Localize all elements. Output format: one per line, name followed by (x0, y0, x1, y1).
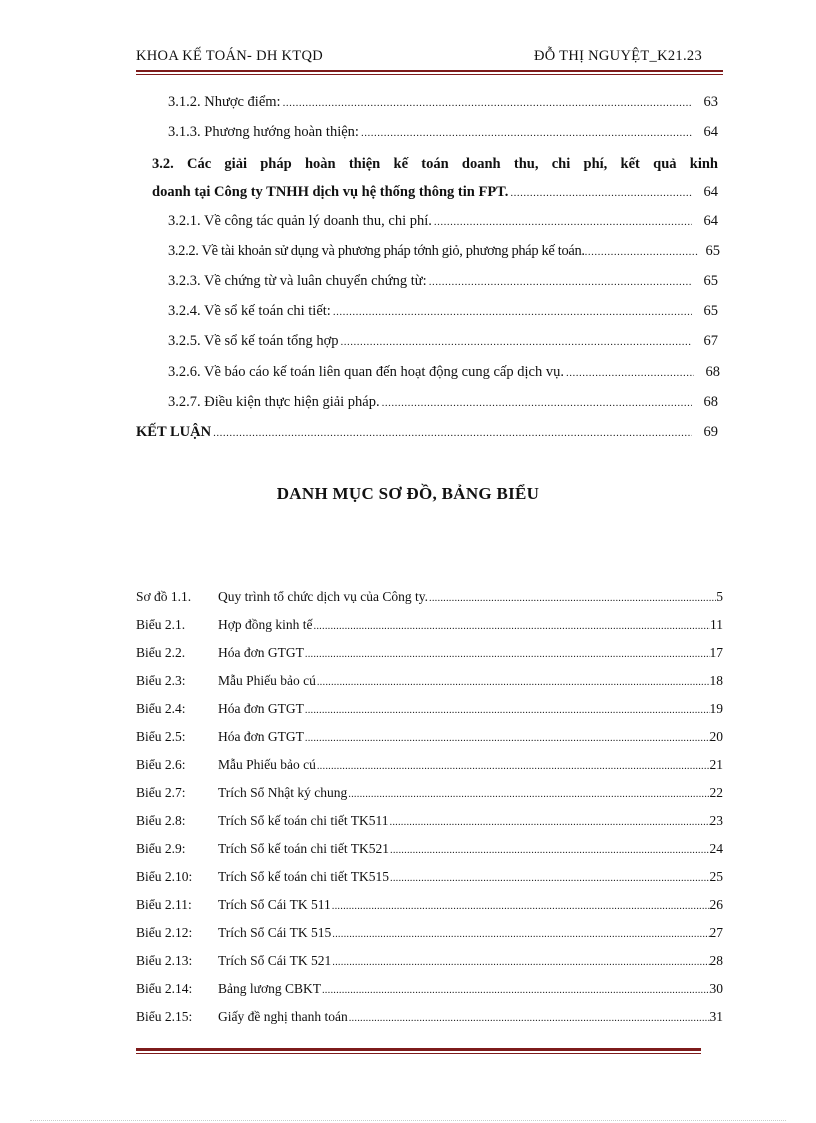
leader-dots (333, 306, 692, 318)
list-item-page: 27 (709, 925, 723, 940)
toc-entry-page: 68 (703, 394, 718, 410)
list-item-page: 24 (709, 841, 723, 856)
toc-entry (168, 243, 720, 265)
list-item-text: Quy trình tổ chức dịch vụ của Công ty. (218, 589, 429, 604)
header-right: ĐỖ THỊ NGUYỆT_K21.23 (533, 48, 702, 64)
list-item (136, 841, 723, 861)
list-item-text: Mẫu Phiếu bảo cú (218, 673, 316, 688)
list-item (136, 757, 723, 777)
list-item-text: Trích Sổ kế toán chi tiết TK521 (218, 841, 389, 856)
list-item (136, 673, 723, 693)
leader-dots (317, 761, 710, 772)
list-item-text: Hóa đơn GTGT (218, 701, 304, 716)
list-item (136, 785, 723, 805)
leader-dots (332, 901, 710, 912)
leader-dots (305, 705, 710, 716)
toc-section-heading-line2: doanh tại Công ty TNHH dịch vụ hệ thống thông tin FPT. (152, 184, 509, 200)
toc-entry-page: 65 (703, 273, 718, 289)
leader-dots (382, 397, 692, 409)
toc-entry-page: 64 (703, 184, 718, 200)
toc-entry-text: 3.2.2. Về tài khoản sử dụng và phương pháp tớnh giỏ, phương pháp kế toán. (168, 243, 585, 259)
toc-entry-page: 65 (705, 243, 720, 259)
list-item-code: Biểu 2.5: (136, 729, 186, 744)
list-item-code: Biểu 2.2. (136, 645, 186, 660)
toc-entry-text: 3.1.3. Phương hướng hoàn thiện: (168, 124, 359, 140)
list-item-code: Biểu 2.3: (136, 673, 186, 688)
list-item-text: Trích Sổ kế toán chi tiết TK511 (218, 813, 389, 828)
list-item (136, 813, 723, 833)
toc-entry-page: 68 (705, 364, 720, 380)
list-item-code: Biểu 2.1. (136, 617, 186, 632)
toc-entry (168, 364, 720, 386)
list-item-code: Biểu 2.7: (136, 785, 186, 800)
leader-dots (434, 216, 692, 228)
list-item-code: Biểu 2.12: (136, 925, 193, 940)
list-item (136, 645, 723, 665)
list-item-page: 25 (709, 869, 723, 884)
list-item-page: 5 (716, 589, 723, 604)
leader-dots (510, 187, 692, 199)
leader-dots (566, 367, 694, 379)
footer-rule (136, 1048, 701, 1054)
toc-entry-page: 63 (703, 94, 718, 110)
list-item-page: 31 (709, 1009, 723, 1024)
toc-entry-text: 3.2.1. Về công tác quản lý doanh thu, chi phí. (168, 213, 432, 229)
toc-entry-text: 3.2.7. Điều kiện thực hiện giải pháp. (168, 394, 380, 410)
list-item-page: 22 (709, 785, 723, 800)
leader-dots (390, 873, 710, 884)
list-item (136, 925, 723, 945)
list-item-text: Trích Sổ kế toán chi tiết TK515 (218, 869, 389, 884)
toc-entry-text: 3.2.3. Về chứng từ và luân chuyển chứng từ: (168, 273, 427, 289)
list-item-text: Bảng lương CBKT (218, 981, 321, 996)
leader-dots (213, 427, 692, 439)
toc-section-heading-line1: 3.2. Các giải pháp hoàn thiện kế toán doanh thu, chi phí, kết quả kinh (152, 156, 718, 172)
list-item-page: 26 (709, 897, 723, 912)
toc-entry-page: 67 (703, 333, 718, 349)
toc-entry (168, 94, 718, 116)
leader-dots (317, 677, 710, 688)
leader-dots (429, 593, 716, 604)
leader-dots (332, 929, 709, 940)
list-item-page: 21 (709, 757, 723, 772)
list-item-text: Trích Sổ Cái TK 521 (218, 953, 332, 968)
list-item-code: Biểu 2.14: (136, 981, 193, 996)
list-item (136, 617, 723, 637)
toc-entry-page: 65 (703, 303, 718, 319)
leader-dots (349, 1013, 710, 1024)
toc-entry (168, 333, 718, 355)
toc-entry (168, 394, 718, 416)
list-item-text: Hóa đơn GTGT (218, 645, 304, 660)
leader-dots (390, 817, 710, 828)
list-item-page: 11 (710, 617, 723, 632)
list-item-page: 30 (709, 981, 723, 996)
leader-dots (332, 957, 709, 968)
list-item (136, 589, 723, 609)
list-item (136, 981, 723, 1001)
toc-entry-text: 3.2.6. Về báo cáo kế toán liên quan đến hoạt động cung cấp dịch vụ. (168, 364, 564, 380)
list-item (136, 701, 723, 721)
toc-entry (168, 303, 718, 325)
list-item-page: 19 (709, 701, 723, 716)
list-item-text: Giấy đề nghị thanh toán (218, 1009, 348, 1024)
page-header (136, 48, 702, 70)
list-item-text: Trích Sổ Cái TK 511 (218, 897, 331, 912)
list-item (136, 897, 723, 917)
toc-entry-text: 3.2.5. Về sổ kế toán tổng hợp (168, 333, 339, 349)
list-item (136, 1009, 723, 1029)
leader-dots (429, 276, 692, 288)
list-item-page: 23 (709, 813, 723, 828)
list-item-code: Biểu 2.13: (136, 953, 193, 968)
list-item-text: Trích Sổ Cái TK 515 (218, 925, 332, 940)
leader-dots (341, 336, 692, 348)
header-left: KHOA KẾ TOÁN- DH KTQD (136, 48, 324, 64)
leader-dots (361, 127, 692, 139)
list-item-code: Biểu 2.9: (136, 841, 186, 856)
list-item-text: Mẫu Phiếu bảo cú (218, 757, 316, 772)
list-item-text: Hợp đồng kinh tế (218, 617, 313, 632)
list-item-page: 17 (709, 645, 723, 660)
list-item-code: Sơ đồ 1.1. (136, 589, 192, 604)
toc-entry-text: KẾT LUẬN (136, 424, 212, 440)
toc-entry-text: 3.2.4. Về sổ kế toán chi tiết: (168, 303, 331, 319)
leader-dots (305, 733, 710, 744)
list-item-page: 28 (709, 953, 723, 968)
leader-dots (322, 985, 710, 996)
list-item (136, 729, 723, 749)
list-item-code: Biểu 2.11: (136, 897, 192, 912)
leader-dots (348, 789, 709, 800)
toc-entry (168, 213, 718, 235)
list-item-text: Hóa đơn GTGT (218, 729, 304, 744)
toc-entry-page: 64 (703, 124, 718, 140)
list-item-code: Biểu 2.4: (136, 701, 186, 716)
list-item-page: 20 (709, 729, 723, 744)
toc-entry-page: 64 (703, 213, 718, 229)
toc-entry (168, 273, 718, 295)
list-item-code: Biểu 2.8: (136, 813, 186, 828)
leader-dots (585, 246, 698, 258)
list-item (136, 869, 723, 889)
list-title: DANH MỤC SƠ ĐỒ, BẢNG BIỂU (276, 484, 540, 503)
leader-dots (283, 97, 692, 109)
list-item-code: Biểu 2.6: (136, 757, 186, 772)
leader-dots (305, 649, 710, 660)
page-edge-divider (30, 1120, 786, 1121)
list-item-text: Trích Sổ Nhật ký chung (218, 785, 348, 800)
list-item-code: Biểu 2.15: (136, 1009, 193, 1024)
list-item (136, 953, 723, 973)
leader-dots (314, 621, 710, 632)
list-item-page: 18 (709, 673, 723, 688)
toc-entry (136, 424, 718, 446)
leader-dots (390, 845, 710, 856)
toc-entry (152, 184, 718, 206)
toc-entry-page: 69 (703, 424, 718, 440)
toc-entry (168, 124, 718, 146)
list-item-code: Biểu 2.10: (136, 869, 193, 884)
header-rule (136, 70, 723, 75)
toc-entry-text: 3.1.2. Nhược điểm: (168, 94, 281, 110)
